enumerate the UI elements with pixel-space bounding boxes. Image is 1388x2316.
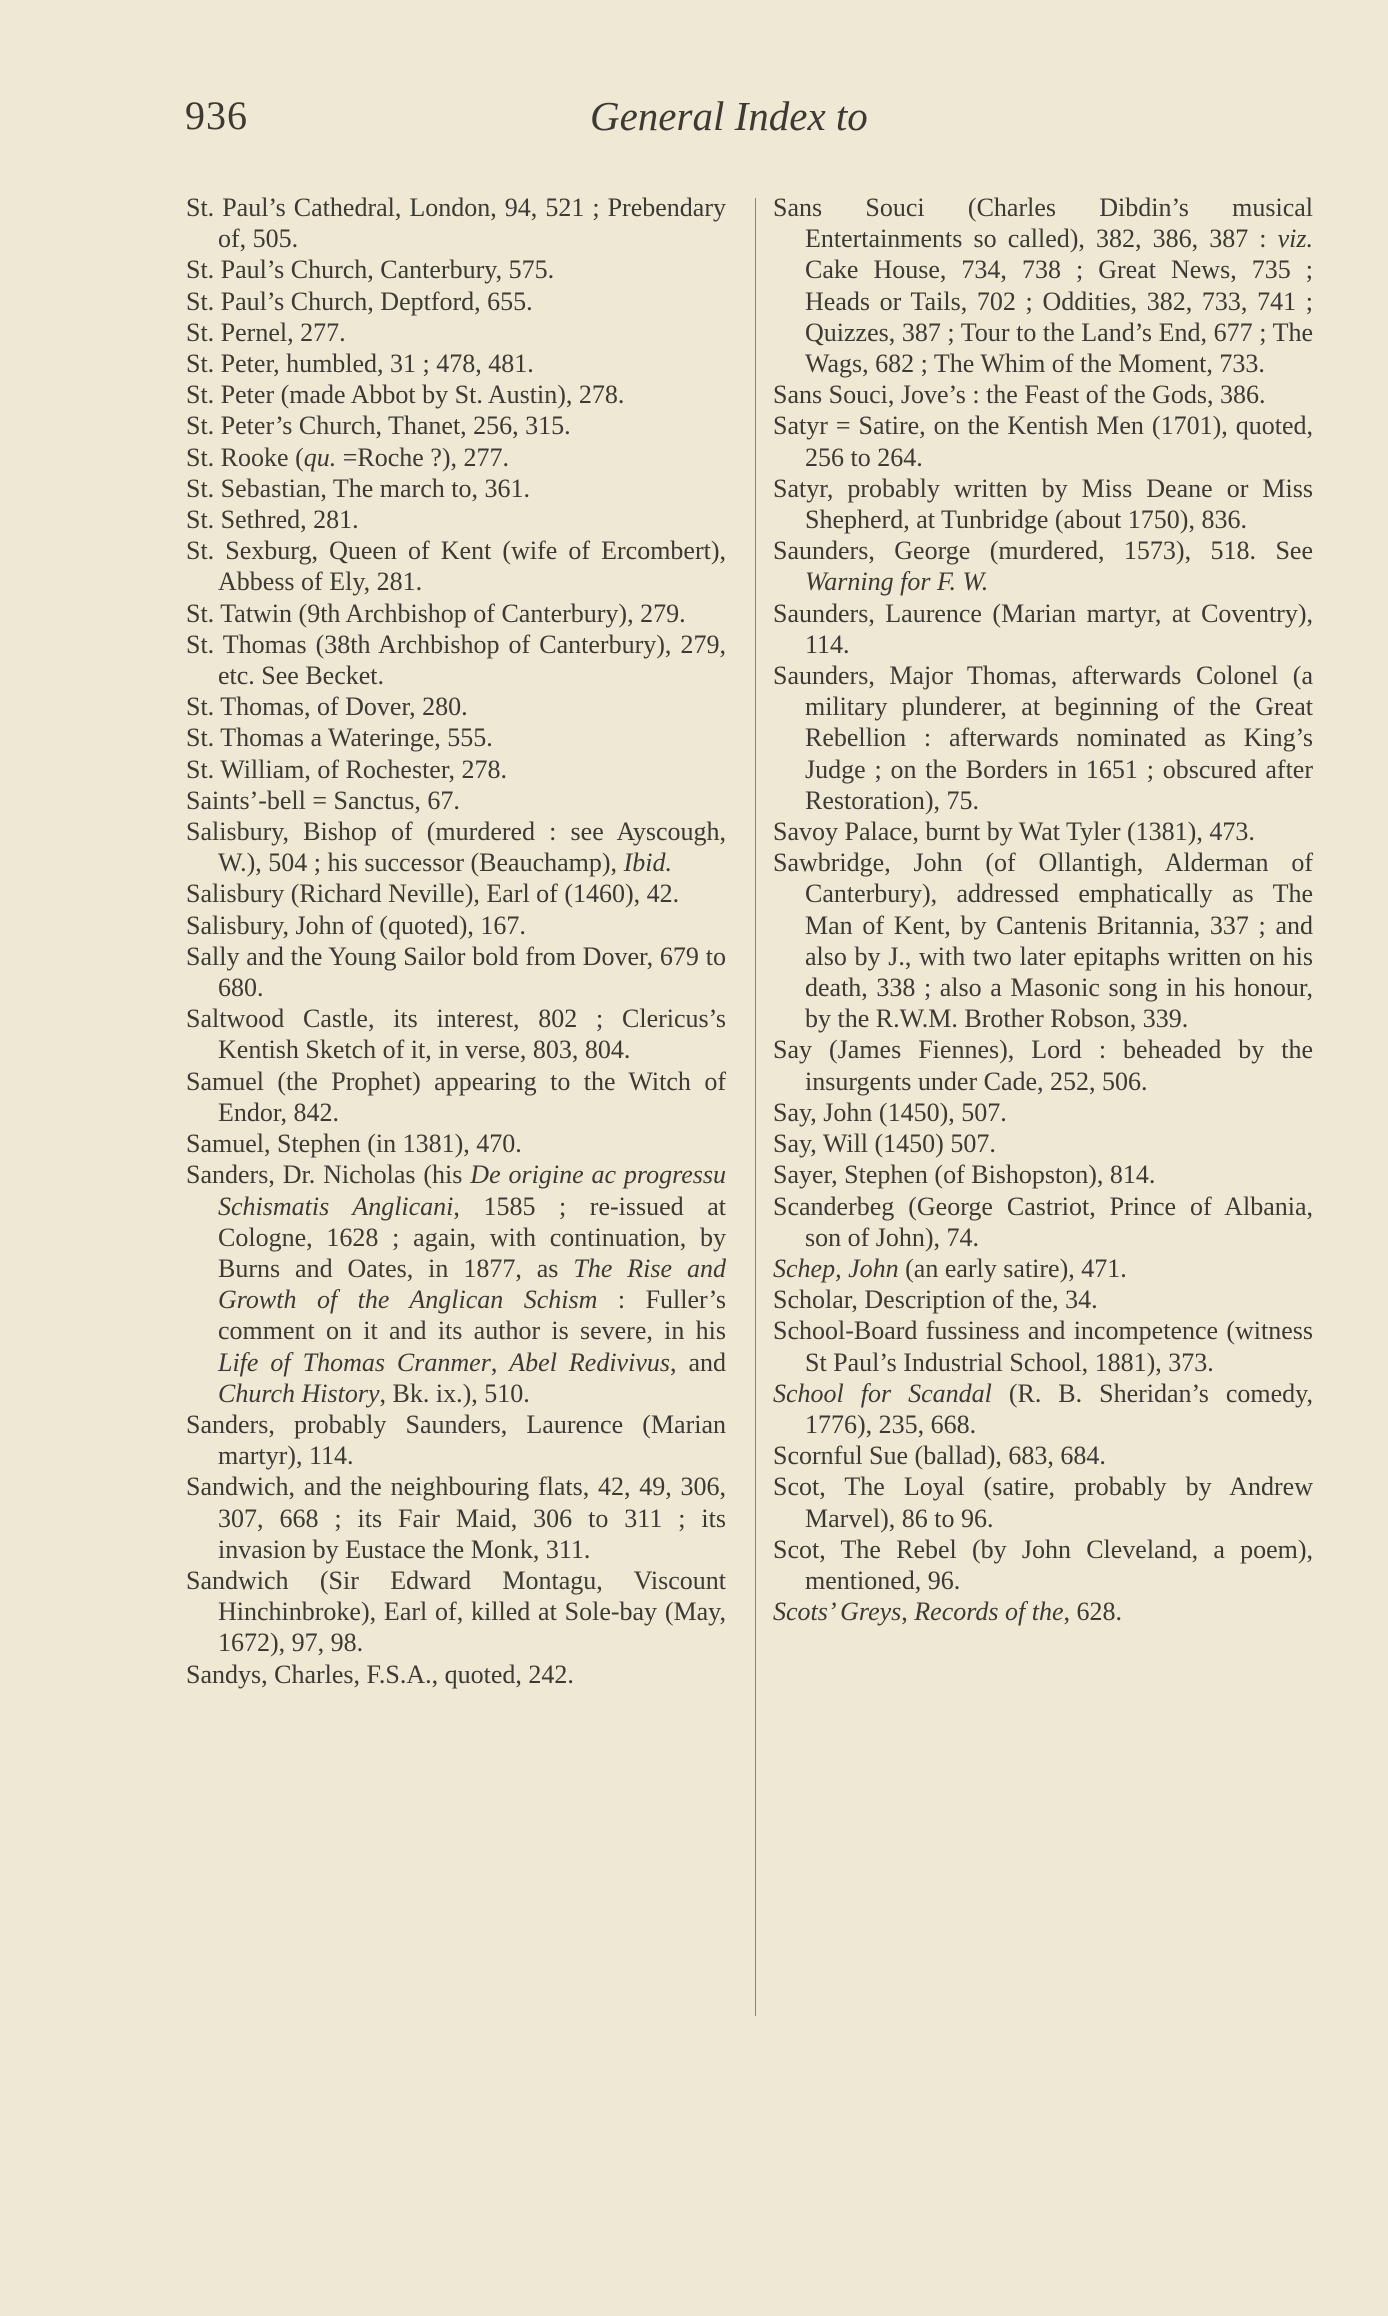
index-entry: Samuel (the Prophet) appearing to the Witch of Endor, 842.	[186, 1066, 726, 1127]
index-entry: Salisbury, John of (quoted), 167.	[186, 910, 526, 940]
index-entry: Satyr, probably written by Miss Deane or Miss Shepherd, at Tunbridge (about 1750), 836.	[773, 473, 1313, 535]
index-entry: Samuel, Stephen (in 1381), 470.	[186, 1129, 522, 1159]
index-entry: St. Pernel, 277.	[186, 317, 346, 347]
index-column-right	[773, 192, 1313, 1627]
page-header	[0, 92, 1388, 152]
index-entry: Scornful Sue (ballad), 683, 684.	[773, 1441, 1106, 1471]
index-entry: Saunders, Major Thomas, afterwards Colonel (a military plunderer, at beginning of the Great Rebellion : afterwards nominated as King’s Judge ; on the Borders in 1651 ; obscured after Restoration), 75.	[773, 661, 1313, 815]
index-entry: St. Thomas, of Dover, 280.	[186, 692, 468, 722]
index-entry: Say, John (1450), 507.	[773, 1097, 1007, 1127]
index-entry: Schep, John (an early satire), 471.	[773, 1253, 1127, 1283]
index-entry: Satyr = Satire, on the Kentish Men (1701), quoted, 256 to 264.	[773, 411, 1313, 472]
index-entry: Sans Souci (Charles Dibdin’s musical Entertainments so called), 382, 386, 387 : viz. Cake House, 734, 738 ; Great News, 735 ; Heads or Tails, 702 ; Oddities, 382, 733, 741 ; Quizzes, 387 ; Tour to the Land’s End, 677 ; The Wags, 682 ; The Whim of the Moment, 733.	[773, 193, 1313, 379]
index-entry: St. Rooke (qu. =Roche ?), 277.	[186, 442, 510, 472]
index-entry: Say, Will (1450) 507.	[773, 1129, 996, 1159]
index-entry: Scot, The Rebel (by John Cleveland, a poem), mentioned, 96.	[773, 1534, 1313, 1595]
index-entry: St. Tatwin (9th Archbishop of Canterbury), 279.	[186, 598, 686, 628]
index-entry: Sayer, Stephen (of Bishopston), 814.	[773, 1160, 1156, 1190]
index-entry: Scanderbeg (George Castriot, Prince of Albania, son of John), 74.	[773, 1191, 1313, 1252]
index-entry: Saints’-bell = Sanctus, 67.	[186, 785, 460, 815]
index-entry: St. Paul’s Church, Canterbury, 575.	[186, 255, 555, 285]
index-entry: St. Thomas a Wateringe, 555.	[186, 723, 493, 753]
index-entry: Sally and the Young Sailor bold from Dover, 679 to 680.	[186, 941, 726, 1003]
index-entry: St. Peter’s Church, Thanet, 256, 315.	[186, 411, 571, 441]
index-entry: School for Scandal (R. B. Sheridan’s comedy, 1776), 235, 668.	[773, 1378, 1313, 1439]
index-entry: St. Paul’s Church, Deptford, 655.	[186, 286, 533, 316]
index-entry: St. Peter (made Abbot by St. Austin), 278.	[186, 380, 625, 410]
index-entry: Sanders, probably Saunders, Laurence (Marian martyr), 114.	[186, 1409, 726, 1471]
index-entry: St. William, of Rochester, 278.	[186, 754, 507, 784]
index-entry: Saunders, Laurence (Marian martyr, at Coventry), 114.	[773, 598, 1313, 659]
index-entry: Saltwood Castle, its interest, 802 ; Clericus’s Kentish Sketch of it, in verse, 803, 804.	[186, 1004, 726, 1065]
index-entry: St. Sexburg, Queen of Kent (wife of Ercombert), Abbess of Ely, 281.	[186, 536, 726, 597]
index-entry: St. Thomas (38th Archbishop of Canterbury), 279, etc. See Becket.	[186, 629, 726, 691]
index-entry: Savoy Palace, burnt by Wat Tyler (1381), 473.	[773, 817, 1255, 847]
index-entry: School-Board fussiness and incompetence (witness St Paul’s Industrial School, 1881), 373.	[773, 1316, 1313, 1377]
index-entry: Scot, The Loyal (satire, probably by Andrew Marvel), 86 to 96.	[773, 1472, 1313, 1533]
index-column-left	[186, 192, 726, 1690]
index-entry: St. Sethred, 281.	[186, 505, 359, 535]
index-entry: Scots’ Greys, Records of the, 628.	[773, 1597, 1123, 1627]
index-entry: Sandwich (Sir Edward Montagu, Viscount Hinchinbroke), Earl of, killed at Sole-bay (May, 1672), 97, 98.	[186, 1565, 726, 1658]
index-entry: Salisbury (Richard Neville), Earl of (1460), 42.	[186, 879, 680, 909]
index-entry: St. Sebastian, The march to, 361.	[186, 473, 530, 503]
index-entry: St. Paul’s Cathedral, London, 94, 521 ; Prebendary of, 505.	[186, 193, 726, 254]
index-entry: Sanders, Dr. Nicholas (his De origine ac progressu Schismatis Anglicani, 1585 ; re-issued at Cologne, 1628 ; again, with continuation, by Burns and Oates, in 1877, as The Rise and Growth of the Anglican Schism : Fuller’s comment on it and its author is severe, in his Life of Thomas Cranmer, Abel Redivivus, and Church History, Bk. ix.), 510.	[186, 1160, 727, 1408]
index-entry: Sandwich, and the neighbouring flats, 42, 49, 306, 307, 668 ; its Fair Maid, 306 to 311 ; its invasion by Eustace the Monk, 311.	[186, 1472, 726, 1564]
index-entry: Saunders, George (murdered, 1573), 518. See Warning for F. W.	[773, 536, 1313, 597]
running-title: General Index to	[590, 93, 868, 139]
index-entry: St. Peter, humbled, 31 ; 478, 481.	[186, 349, 534, 379]
column-divider	[755, 198, 756, 2016]
index-entry: Say (James Fiennes), Lord : beheaded by the insurgents under Cade, 252, 506.	[773, 1035, 1313, 1096]
index-entry: Sans Souci, Jove’s : the Feast of the Gods, 386.	[773, 380, 1266, 410]
index-entry: Salisbury, Bishop of (murdered : see Ayscough, W.), 504 ; his successor (Beauchamp), Ibid.	[186, 817, 726, 878]
index-entry: Scholar, Description of the, 34.	[773, 1285, 1098, 1315]
index-entry: Sawbridge, John (of Ollantigh, Alderman of Canterbury), addressed emphatically as The Man of Kent, by Cantenis Britannia, 337 ; and also by J., with two later epitaphs written on his death, 338 ; also a Masonic song in his honour, by the R.W.M. Brother Robson, 339.	[773, 848, 1313, 1034]
index-entry: Sandys, Charles, F.S.A., quoted, 242.	[186, 1659, 574, 1689]
page-number: 936	[185, 93, 248, 138]
